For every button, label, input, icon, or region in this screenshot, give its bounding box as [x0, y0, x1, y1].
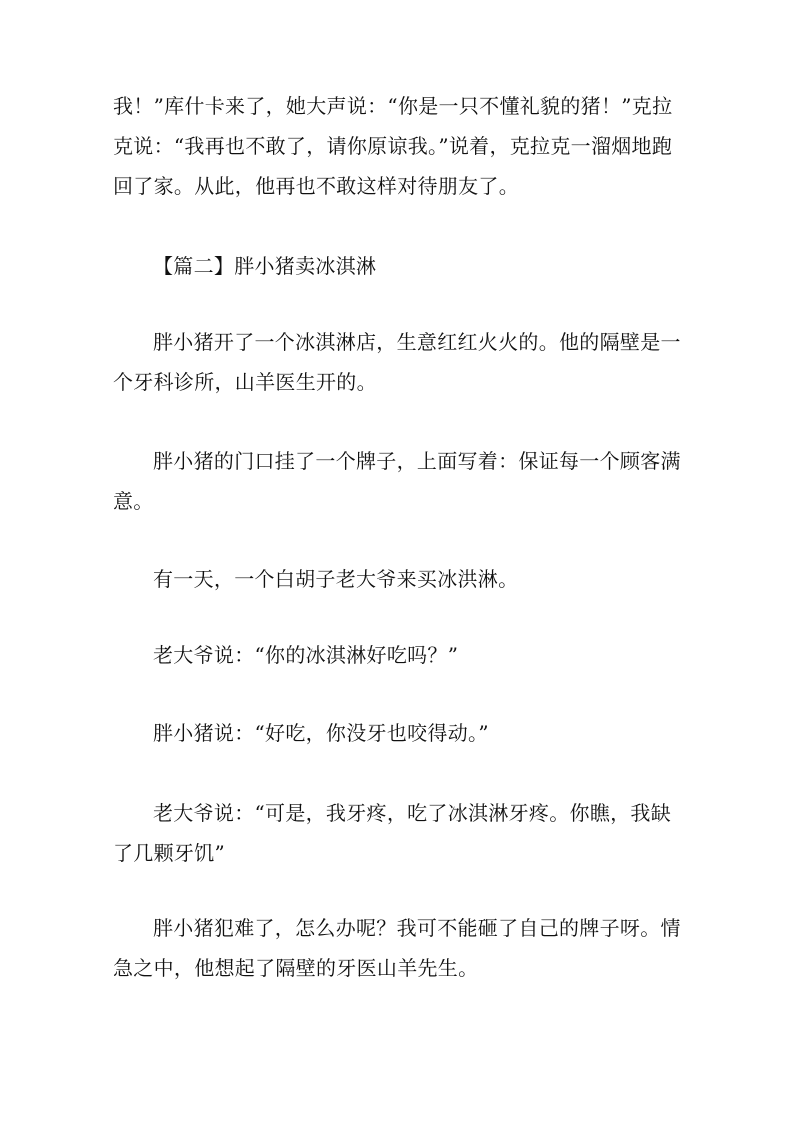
paragraph-old-man-arrives: 有一天，一个白胡子老大爷来买冰洪淋。 — [153, 567, 519, 591]
paragraph-old-man-asks: 老大爷说：“你的冰淇淋好吃吗？” — [153, 643, 459, 667]
paragraph-pig-dilemma: 胖小猪犯难了，怎么办呢？我可不能砸了自己的牌子呀。情急之中，他想起了隔壁的牙医山羊先生。 — [113, 916, 681, 980]
paragraph-ice-cream-shop: 胖小猪开了一个冰淇淋店，生意红红火火的。他的隔壁是一个牙科诊所，山羊医生开的。 — [113, 330, 681, 394]
section-heading: 【篇二】胖小猪卖冰淇淋 — [153, 254, 377, 278]
paragraph-story-ending: 我！”库什卡来了，她大声说：“你是一只不懂礼貌的猪！”克拉克说：“我再也不敢了，请你原谅我。”说着，克拉克一溜烟地跑回了家。从此，他再也不敢这样对待朋友了。 — [113, 94, 673, 198]
paragraph-toothache: 老大爷说：“可是，我牙疼，吃了冰淇淋牙疼。你瞧，我缺了几颗牙饥” — [113, 801, 672, 865]
paragraph-pig-answers: 胖小猪说：“好吃，你没牙也咬得动。” — [153, 721, 489, 745]
paragraph-shop-sign: 胖小猪的门口挂了一个牌子，上面写着：保证每一个顾客满意。 — [113, 449, 681, 513]
